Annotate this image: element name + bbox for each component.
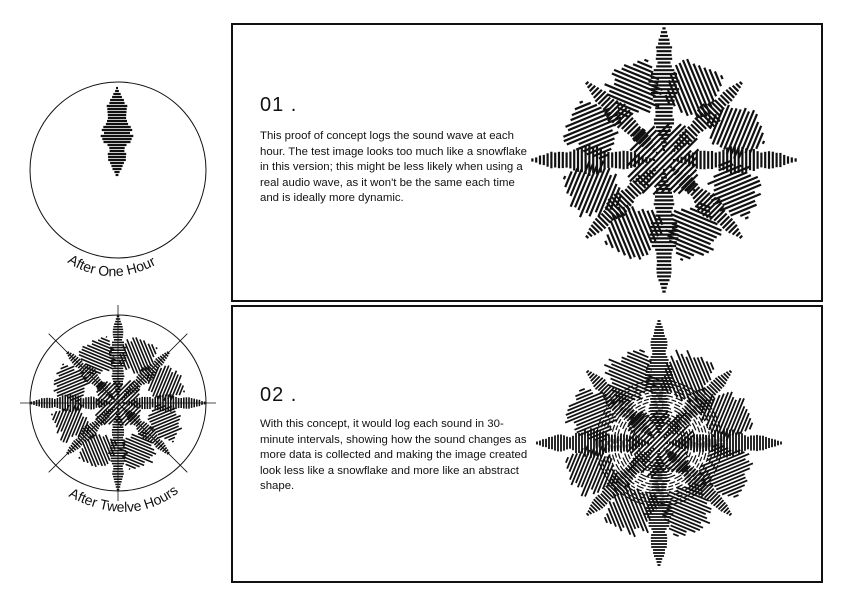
wave-arm — [532, 144, 654, 176]
wave-arm — [674, 146, 796, 174]
twelve-hours-caption-text: After Twelve Hours — [66, 481, 181, 515]
wave-arm — [101, 88, 134, 175]
concept-description: This proof of concept logs the sound wave at each hour. The test image looks too much like a snowflake in this version; this might be less likely when using a real audio wave, as it won't be the same each time and is ideally more dynamic. — [260, 130, 527, 204]
snowflake-pattern — [233, 25, 821, 300]
one-hour-wave-glyph — [101, 88, 134, 175]
concept-number: 02 . — [260, 384, 298, 406]
twelve-hours-caption — [67, 482, 181, 515]
wave-arm — [650, 170, 679, 292]
concept-panel-01 — [231, 23, 823, 302]
one-hour-caption — [66, 251, 159, 279]
concept-description: With this concept, it would log each sound in 30-minute intervals, showing how the sound changes as more data is collected and making the image created look less like a snowflake and more like an abstract shape. — [260, 418, 528, 492]
one-hour-diagram — [30, 82, 206, 258]
concept-panel-02 — [231, 305, 823, 583]
one-hour-caption-text: After One Hour — [65, 250, 158, 280]
twelve-hours-diagram — [20, 305, 216, 501]
abstract-pattern — [233, 307, 821, 581]
hatched-lobe — [605, 205, 664, 260]
concept-number: 01 . — [260, 94, 298, 116]
